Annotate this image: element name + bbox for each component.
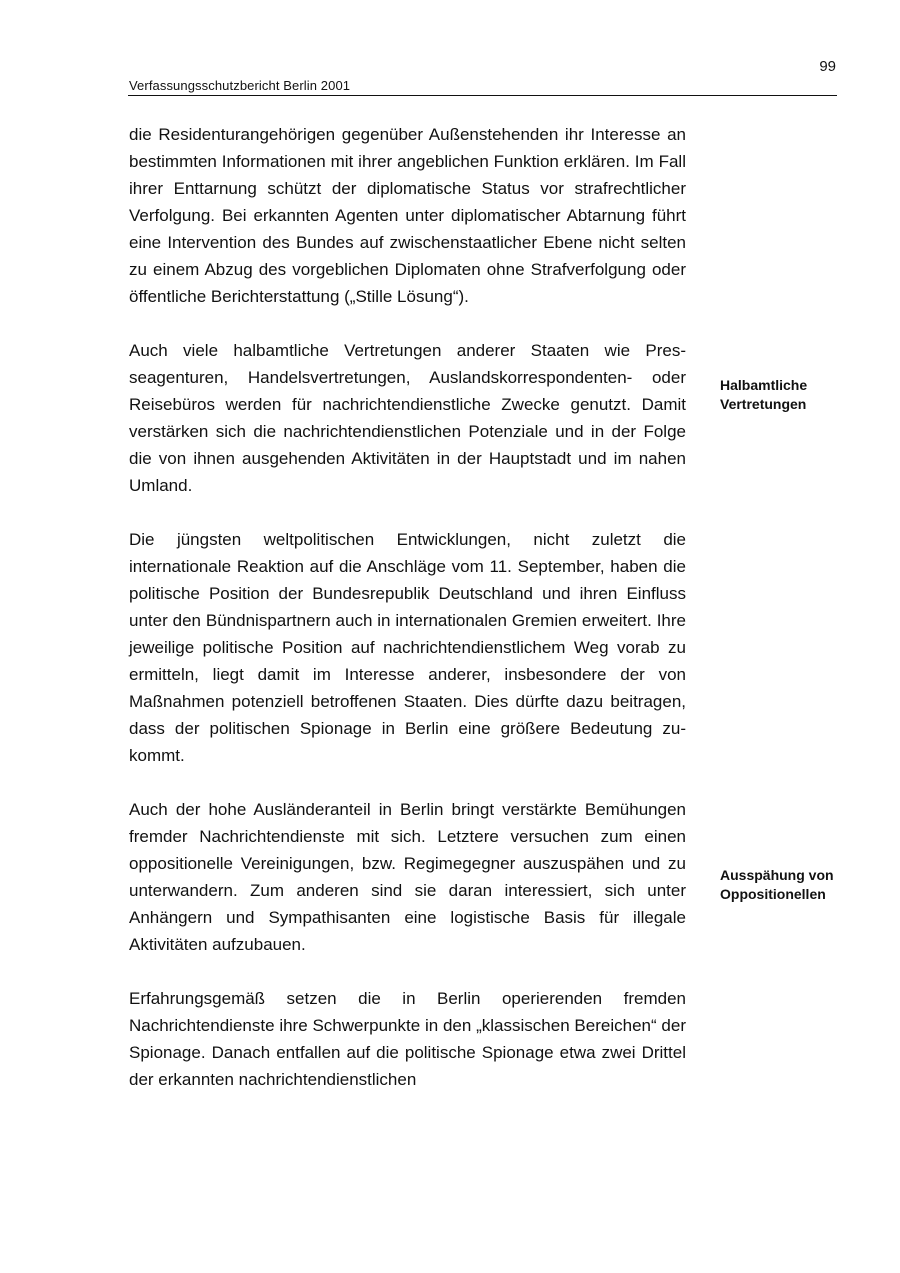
- body-text: [129, 121, 686, 1120]
- margin-note-line: Ausspähung von: [720, 867, 834, 883]
- margin-note-line: Vertretungen: [720, 396, 807, 412]
- running-header: Verfassungsschutzbericht Berlin 2001: [129, 78, 351, 93]
- header-rule: [128, 95, 837, 96]
- margin-note-ausspaehung-oppositionelle: [720, 866, 870, 904]
- paragraph: Auch viele halbamtliche Vertretungen anderer Staaten wie Presseagenturen, Handelsvertretungen, Auslandskorrespondenten- oder Reisebüros werden für nachrichtendienstliche Zwecke genutzt. Damit verstärken sich die nachrichtendienstlichen Potenziale und in der Folge die von ihnen ausgehenden Aktivitäten in der Hauptstadt und im nahen Umland.: [129, 341, 686, 495]
- paragraph: die Residenturangehörigen gegenüber Außenstehenden ihr Interesse an bestimmten Informationen mit ihrer angeblichen Funktion erklären. Im Fall ihrer Enttarnung schützt der diplomatische Status vor strafrechtlicher Verfolgung. Bei erkannten Agenten unter diplomatischer Abtarnung führt eine Intervention des Bundes auf zwischenstaatlicher Ebene nicht selten zu einem Abzug des vorgeblichen Diplomaten ohne Strafverfolgung oder öffentliche Berichterstattung („Stille Lösung“).: [129, 125, 686, 306]
- margin-note-halbamtliche-vertretungen: [720, 376, 870, 414]
- margin-note-line: Halbamtliche: [720, 377, 808, 393]
- page-number: 99: [819, 58, 836, 75]
- margin-note-line: Oppositionellen: [720, 886, 826, 902]
- paragraph: Auch der hohe Ausländeranteil in Berlin bringt verstärkte Bemühungen fremder Nachrichtendienste mit sich. Letztere versuchen zum einen oppositionelle Vereinigungen, bzw. Regimegegner auszuspähen und zu unterwandern. Zum anderen sind sie daran interessiert, sich unter Anhängern und Sympathisanten eine logistische Basis für illegale Aktivitäten aufzubauen.: [129, 800, 686, 954]
- paragraph: Erfahrungsgemäß setzen die in Berlin operierenden fremden Nachrichtendienste ihre Schwerpunkte in den „klassischen Bereichen“ der Spionage. Danach entfallen auf die politische Spionage etwa zwei Drittel der erkannten nachrichtendienstlichen: [129, 989, 686, 1089]
- paragraph: Die jüngsten weltpolitischen Entwicklungen, nicht zuletzt die internationale Reaktion auf die Anschläge vom 11. September, haben die politische Position der Bundesrepublik Deutschland und ihren Einfluss unter den Bündnispartnern auch in internationalen Gremien erweitert. Ihre jeweilige politische Position auf nachrichtendienstlichem Weg vorab zu ermitteln, liegt damit im Interesse anderer, insbesondere der von Maßnahmen potenziell betroffenen Staaten. Dies dürfte dazu beitragen, dass der politischen Spionage in Berlin eine größere Bedeutung zukommt.: [129, 530, 686, 765]
